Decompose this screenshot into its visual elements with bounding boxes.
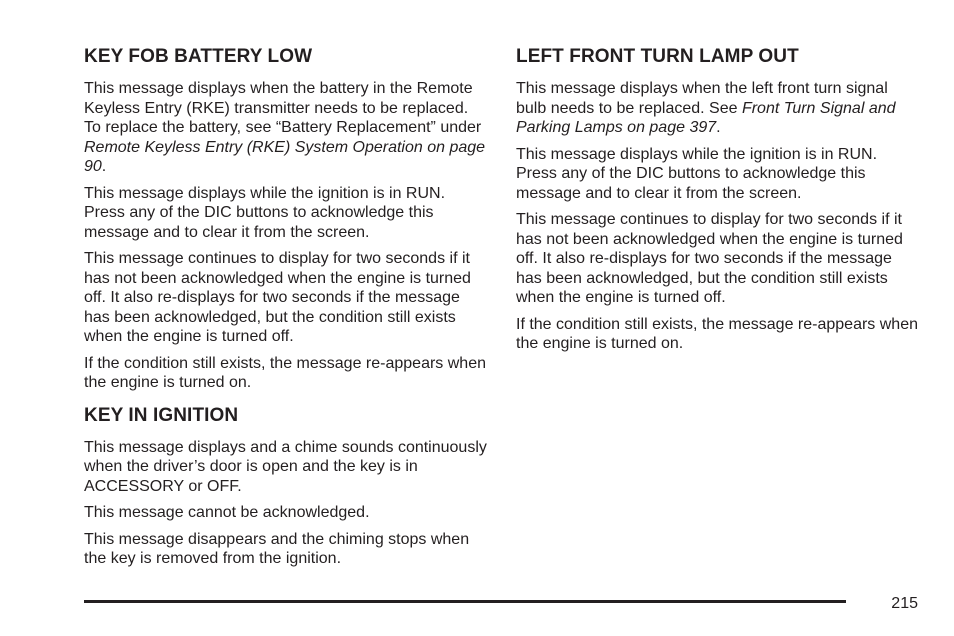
cross-reference: Remote Keyless Entry (RKE) System Operation on page 90 — [84, 138, 486, 175]
paragraph: This message displays while the ignition is in RUN. Press any of the DIC buttons to acknowledge this message and to clear it from the screen. — [516, 145, 878, 202]
paragraph: This message continues to display for two seconds if it has not been acknowledged when the engine is turned off. It also re-displays for two seconds if the message has been acknowledged, but the condition still exists when the engine is turned off. — [516, 211, 903, 306]
right-column — [516, 46, 920, 361]
paragraph: This message displays while the ignition is in RUN. Press any of the DIC buttons to acknowledge this message and to clear it from the screen. — [84, 184, 446, 241]
section-title: LEFT FRONT TURN LAMP OUT — [516, 46, 799, 67]
left-column — [84, 46, 488, 576]
paragraph: This message disappears and the chiming stops when the key is removed from the ignition. — [84, 530, 470, 567]
paragraph-end: . — [716, 119, 721, 136]
paragraph: This message displays and a chime sounds continuously when the driver’s door is open and the key is in ACCESSORY or OFF. — [84, 438, 487, 495]
page-number: 215 — [891, 595, 918, 612]
paragraph: If the condition still exists, the message re-appears when the engine is turned on. — [84, 354, 486, 391]
paragraph — [84, 79, 488, 177]
paragraph-end: . — [101, 158, 107, 175]
paragraph: This message continues to display for two seconds if it has not been acknowledged when the engine is turned off. It also re-displays for two seconds if the message has been acknowledged, but the condition still exists when the engine is turned off. — [84, 250, 471, 345]
paragraph: This message cannot be acknowledged. — [84, 504, 370, 521]
footer-rule — [84, 600, 846, 603]
section-title: KEY FOB BATTERY LOW — [84, 46, 313, 67]
section-key-fob-battery-low — [84, 46, 488, 393]
section-key-in-ignition — [84, 405, 488, 569]
section-left-front-turn-lamp-out — [516, 46, 920, 354]
paragraph: If the condition still exists, the message re-appears when the engine is turned on. — [516, 315, 918, 352]
paragraph — [516, 79, 920, 138]
cross-reference: Front Turn Signal and Parking Lamps on page 397 — [516, 99, 896, 136]
paragraph-text: This message displays when the battery in the Remote Keyless Entry (RKE) transmitter needs to be replaced. To replace the battery, see “Battery Replacement” under — [84, 80, 482, 136]
section-title: KEY IN IGNITION — [84, 404, 239, 426]
paragraph-text: This message displays when the left front turn signal bulb needs to be replaced. See — [516, 80, 888, 117]
